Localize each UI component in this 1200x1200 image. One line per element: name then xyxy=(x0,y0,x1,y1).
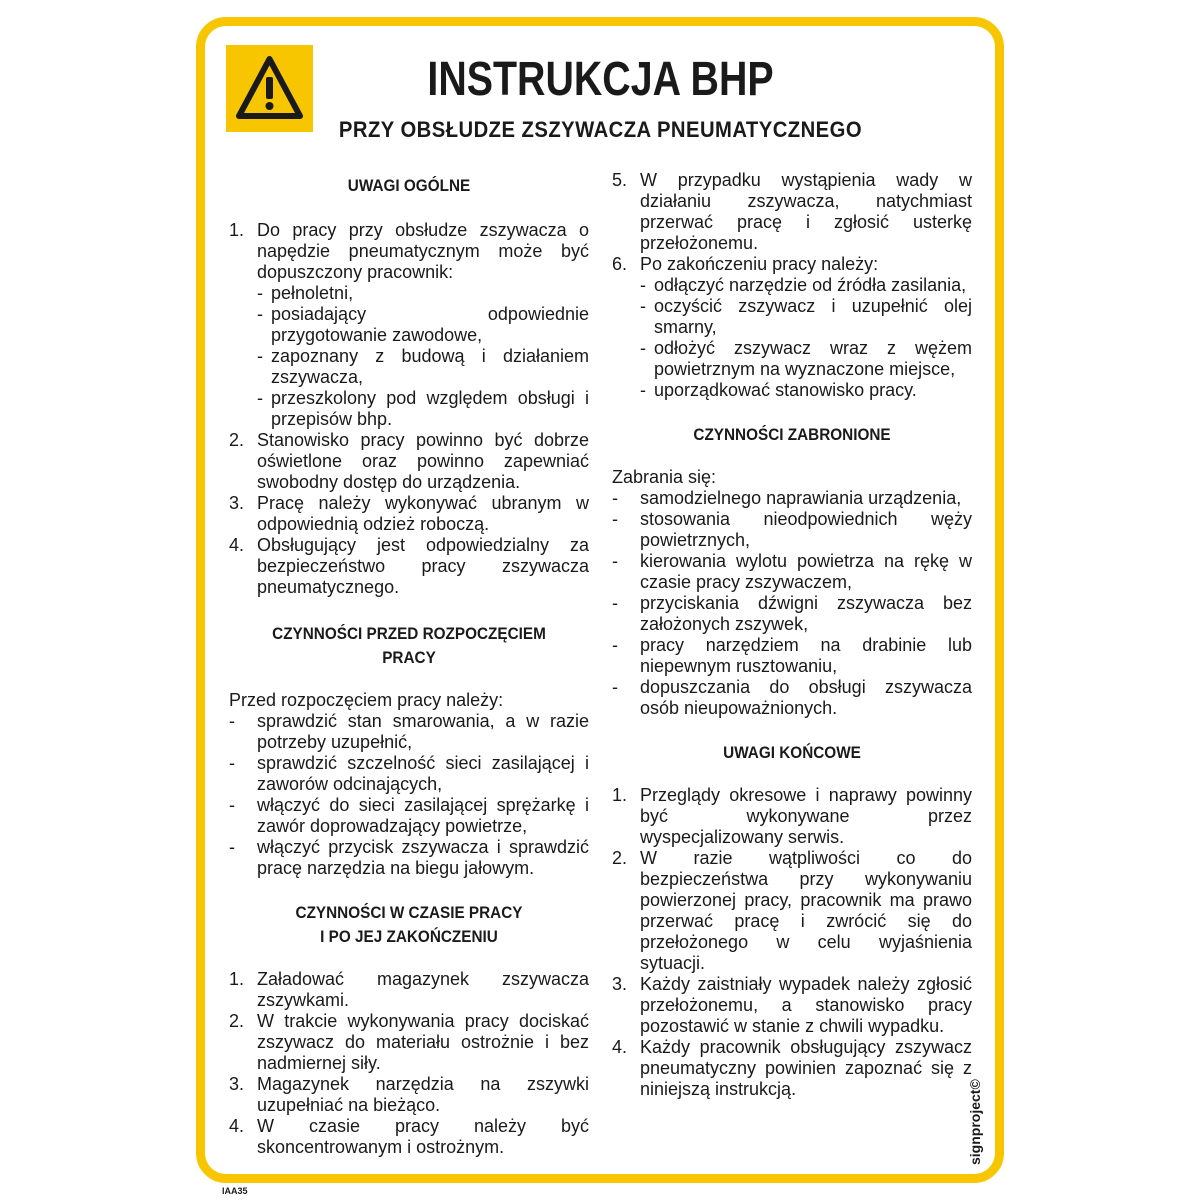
list-item: - odłączyć narzędzie od źródła zasilania, xyxy=(640,275,967,295)
item-number: 1. xyxy=(229,220,245,240)
list-item: 3. Pracę należy wykonywać ubranym w odpowiednią odzież roboczą. xyxy=(229,493,589,534)
list-item: - sprawdzić stan smarowania, a w razie potrzeby uzupełnić, xyxy=(229,711,589,752)
list-item: - przyciskania dźwigni zszywacza bez założonych zszywek, xyxy=(612,593,972,634)
list-item xyxy=(229,220,589,283)
list-item: 5. W przypadku wystąpienia wady w działaniu zszywacza, natychmiast przerwać pracę i zgłosić usterkę przełożonemu. xyxy=(612,170,972,253)
product-code: IAA35 xyxy=(222,1186,248,1196)
section-intro: Zabrania się: xyxy=(612,467,717,487)
brand-watermark: signproject© xyxy=(967,1079,983,1165)
page-title: INSTRUKCJA BHP xyxy=(427,53,774,106)
list-item: - posiadający odpowiednie przygotowanie zawodowe, xyxy=(257,304,589,345)
list-item: 4. Każdy pracownik obsługujący zszywacz pneumatyczny powinien zapoznać się z niniejszą instrukcją. xyxy=(612,1037,972,1099)
section-title-w-czasie: CZYNNOŚCI W CZASIE PRACY xyxy=(295,903,523,922)
list-item: - dopuszczania do obsługi zszywacza osób nieupoważnionych. xyxy=(612,677,972,718)
list-item: - włączyć do sieci zasilającej sprężarkę i zawór doprowadzający powietrze, xyxy=(229,795,589,836)
list-item: - samodzielnego naprawiania urządzenia, xyxy=(612,488,962,508)
section-title-przed: CZYNNOŚCI PRZED ROZPOCZĘCIEM PRACY xyxy=(272,624,546,667)
section-title-koncowe: UWAGI KOŃCOWE xyxy=(723,743,861,762)
list-item: 4. Obsługujący jest odpowiedzialny za bezpieczeństwo pracy zszywacza pneumatycznego. xyxy=(229,535,589,597)
list-item: - uporządkować stanowisko pracy. xyxy=(640,380,917,400)
list-item: 3. Magazynek narzędzia na zszywki uzupełniać na bieżąco. xyxy=(229,1074,589,1115)
list-item: - zapoznany z budową i działaniem zszywacza, xyxy=(257,346,589,387)
list-item: - włączyć przycisk zszywacza i sprawdzić pracę narzędzia na biegu jałowym. xyxy=(229,837,589,878)
section-title-w-czasie-2: I PO JEJ ZAKOŃCZENIU xyxy=(320,927,498,946)
list-item: - pełnoletni, xyxy=(257,283,354,303)
warning-triangle-icon xyxy=(234,53,305,124)
section-title-zabronione: CZYNNOŚCI ZABRONIONE xyxy=(693,425,891,444)
list-item: - przeszkolony pod względem obsługi i przepisów bhp. xyxy=(257,388,589,429)
list-item: - odłożyć zszywacz wraz z wężem powietrznym na wyznaczone miejsce, xyxy=(640,338,972,379)
list-item: 1. Załadować magazynek zszywacza zszywkami. xyxy=(229,969,589,1010)
list-item: - sprawdzić szczelność sieci zasilającej i zaworów odcinających, xyxy=(229,753,589,794)
section-title-uwagi-ogolne: UWAGI OGÓLNE xyxy=(347,176,471,195)
list-item: - stosowania nieodpowiednich węży powietrznych, xyxy=(612,509,972,550)
list-item: - pracy narzędziem na drabinie lub niepewnym rusztowaniu, xyxy=(612,635,972,676)
right-column xyxy=(612,170,972,1100)
item-text: Do pracy przy obsłudze zszywacza o napędzie pneumatycznym może być dopuszczony pracownik: xyxy=(257,220,589,282)
list-item: - oczyścić zszywacz i uzupełnić olej smarny, xyxy=(640,296,972,337)
warning-box xyxy=(226,45,313,132)
list-item: 2. W trakcie wykonywania pracy dociskać zszywacz do materiału ostrożnie i bez nadmiernej siły. xyxy=(229,1011,589,1073)
list-item: 6. Po zakończeniu pracy należy: xyxy=(612,254,879,274)
list-item: 2. Stanowisko pracy powinno być dobrze oświetlone oraz powinno zapewniać swobodny dostęp do urządzenia. xyxy=(229,430,589,492)
list-item: 4. W czasie pracy należy być skoncentrowanym i ostrożnym. xyxy=(229,1116,589,1157)
section-intro: Przed rozpoczęciem pracy należy: xyxy=(229,690,504,710)
list-item: - kierowania wylotu powietrza na rękę w czasie pracy zszywaczem, xyxy=(612,551,972,592)
list-item: 1. Przeglądy okresowe i naprawy powinny być wykonywane przez wyspecjalizowany serwis. xyxy=(612,785,972,847)
page-subtitle: PRZY OBSŁUDZE ZSZYWACZA PNEUMATYCZNEGO xyxy=(338,117,863,142)
left-column xyxy=(229,170,589,1158)
list-item: 2. W razie wątpliwości co do bezpieczeństwa przy wykonywaniu powierzonej pracy, pracownik ma prawo przerwać pracę i zwrócić się do przełożonego w celu wyjaśnienia sytuacji. xyxy=(612,848,972,973)
list-item: 3. Każdy zaistniały wypadek należy zgłosić przełożonemu, a stanowisko pracy pozostawić w stanie z chwili wypadku. xyxy=(612,974,972,1036)
